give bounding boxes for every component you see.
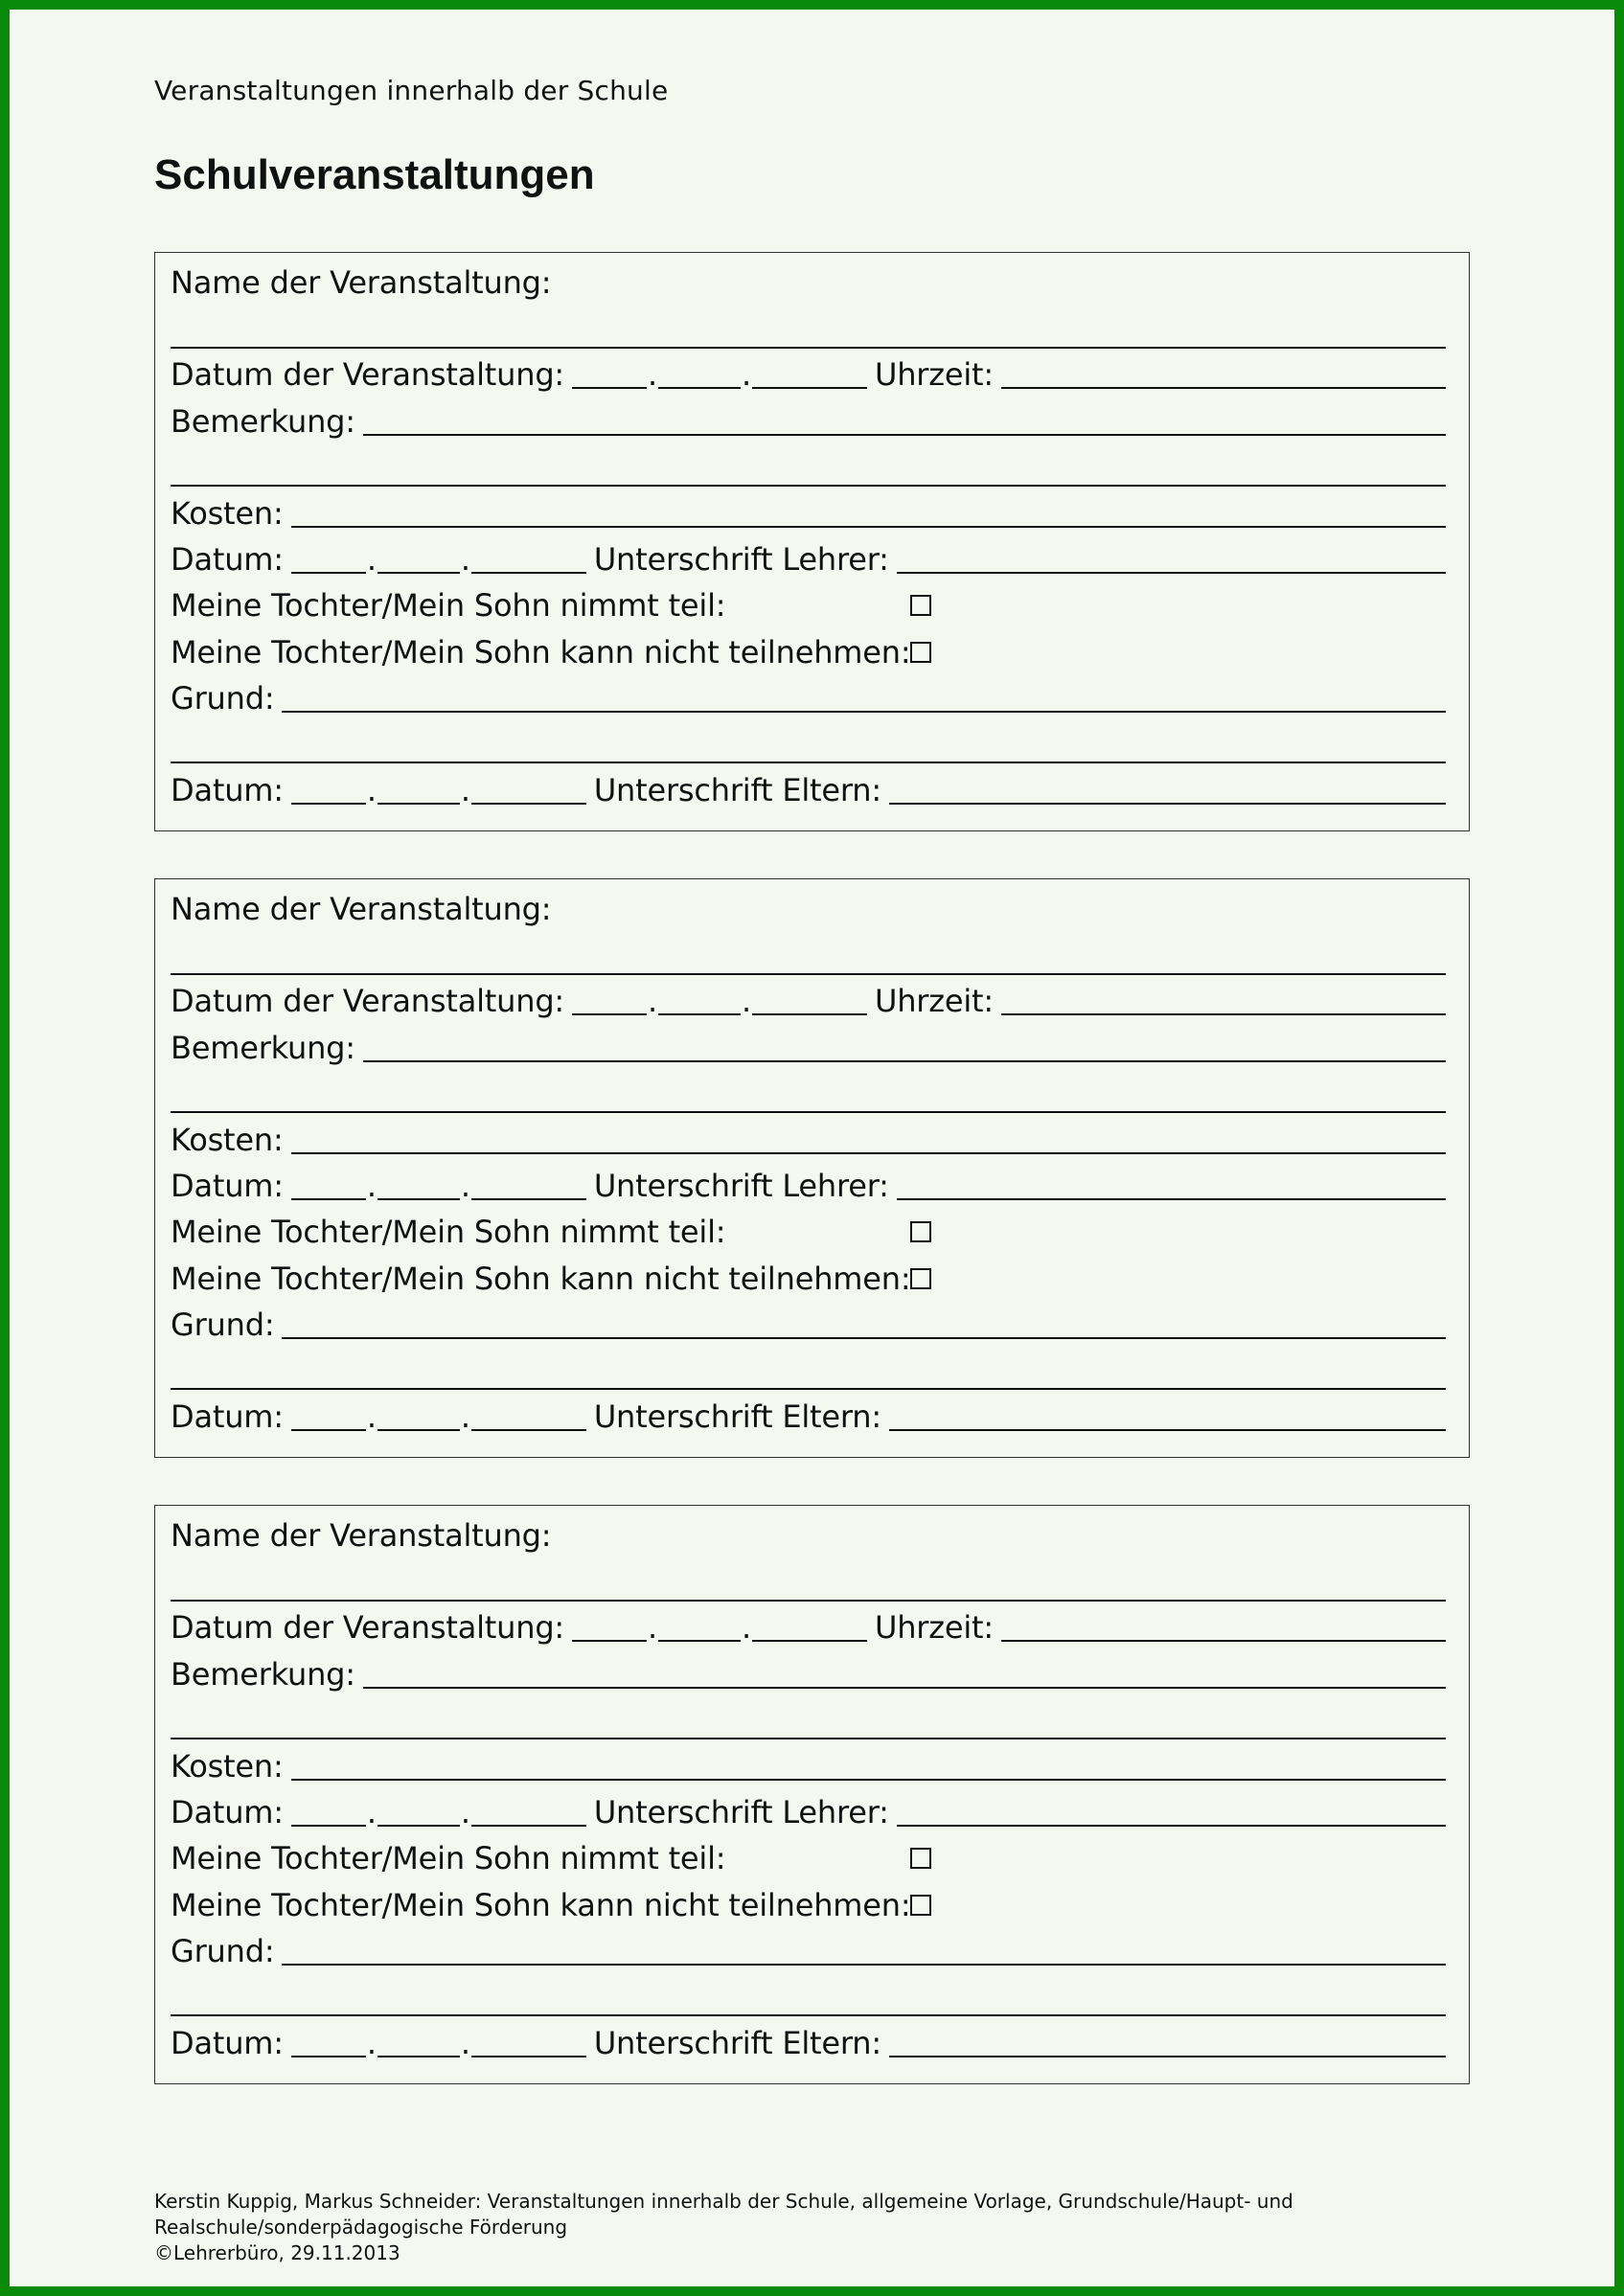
reason-row xyxy=(171,678,1446,716)
attends-checkbox[interactable] xyxy=(910,1221,931,1242)
event-date-month-line[interactable] xyxy=(658,981,741,1015)
event-name-line[interactable] xyxy=(171,973,1446,975)
teacher-sign-row xyxy=(171,1792,1446,1830)
date-separator: . xyxy=(742,983,751,1019)
date-separator: . xyxy=(460,1398,470,1435)
attends-checkbox[interactable] xyxy=(910,595,931,616)
date-day-line[interactable] xyxy=(291,1166,366,1200)
reason-line[interactable] xyxy=(282,1305,1446,1339)
cost-label: Kosten: xyxy=(171,1748,284,1785)
not-attends-row xyxy=(171,1885,1446,1923)
event-name-line[interactable] xyxy=(171,1600,1446,1602)
remark-line-2[interactable] xyxy=(171,485,1446,487)
time-line[interactable] xyxy=(1001,1607,1446,1642)
time-label: Uhrzeit: xyxy=(874,983,994,1019)
parent-signature-line[interactable] xyxy=(889,1397,1446,1431)
remark-row xyxy=(171,1654,1446,1693)
parent-sign-row xyxy=(171,1397,1446,1435)
date-day-line[interactable] xyxy=(291,770,366,805)
parent-signature-label: Unterschrift Eltern: xyxy=(593,772,881,808)
teacher-signature-label: Unterschrift Lehrer: xyxy=(593,1794,889,1830)
attends-row xyxy=(171,585,1446,624)
parent-signature-label: Unterschrift Eltern: xyxy=(593,1398,881,1435)
event-date-year-line[interactable] xyxy=(752,981,867,1015)
cost-label: Kosten: xyxy=(171,1122,284,1158)
remark-line[interactable] xyxy=(363,401,1446,436)
date-month-line[interactable] xyxy=(377,2023,460,2057)
event-name-label: Name der Veranstaltung: xyxy=(171,891,552,927)
date-separator: . xyxy=(648,1609,657,1646)
event-name-row xyxy=(171,889,1446,927)
date-year-line[interactable] xyxy=(471,1166,586,1200)
attends-checkbox[interactable] xyxy=(910,1848,931,1869)
time-label: Uhrzeit: xyxy=(874,356,994,393)
parent-signature-line[interactable] xyxy=(889,770,1446,805)
reason-label: Grund: xyxy=(171,680,275,716)
remark-line-2[interactable] xyxy=(171,1738,1446,1739)
remark-line[interactable] xyxy=(363,1028,1446,1062)
date-separator: . xyxy=(366,541,377,578)
parent-signature-line[interactable] xyxy=(889,2023,1446,2057)
date-label: Datum: xyxy=(171,1794,284,1830)
teacher-signature-label: Unterschrift Lehrer: xyxy=(593,1168,889,1204)
remark-label: Bemerkung: xyxy=(171,1656,355,1693)
not-attends-row xyxy=(171,1259,1446,1297)
footer-line-2: Realschule/sonderpädagogische Förderung xyxy=(154,2216,568,2239)
date-separator: . xyxy=(366,1794,377,1830)
page-title: Schulveranstaltungen xyxy=(154,151,595,198)
teacher-signature-line[interactable] xyxy=(897,1792,1446,1827)
event-date-row xyxy=(171,1607,1446,1646)
reason-line[interactable] xyxy=(282,1931,1446,1966)
not-attends-checkbox[interactable] xyxy=(910,1268,931,1289)
event-form-card xyxy=(154,1505,1470,2084)
date-year-line[interactable] xyxy=(471,2023,586,2057)
attends-row xyxy=(171,1212,1446,1250)
date-separator: . xyxy=(460,2025,470,2061)
attends-label: Meine Tochter/Mein Sohn nimmt teil: xyxy=(171,1840,726,1876)
event-date-label: Datum der Veranstaltung: xyxy=(171,1609,565,1646)
cost-line[interactable] xyxy=(291,1746,1446,1781)
not-attends-label: Meine Tochter/Mein Sohn kann nicht teilnehmen: xyxy=(171,634,911,671)
event-date-year-line[interactable] xyxy=(752,354,867,389)
date-separator: . xyxy=(366,1398,377,1435)
cost-label: Kosten: xyxy=(171,495,284,532)
remark-row xyxy=(171,401,1446,440)
date-label: Datum: xyxy=(171,1168,284,1204)
date-month-line[interactable] xyxy=(377,770,460,805)
event-name-label: Name der Veranstaltung: xyxy=(171,1517,552,1554)
date-label: Datum: xyxy=(171,1398,284,1435)
date-separator: . xyxy=(460,1168,470,1204)
parent-signature-label: Unterschrift Eltern: xyxy=(593,2025,881,2061)
time-line[interactable] xyxy=(1001,981,1446,1015)
footer-line-1: Kerstin Kuppig, Markus Schneider: Veranstaltungen innerhalb der Schule, allgemeine Vorlage, Grundschule/Haupt- und xyxy=(154,2190,1293,2213)
teacher-sign-row xyxy=(171,539,1446,578)
event-date-label: Datum der Veranstaltung: xyxy=(171,983,565,1019)
reason-line-2[interactable] xyxy=(171,1388,1446,1390)
event-form-card xyxy=(154,878,1470,1458)
date-day-line[interactable] xyxy=(291,2023,366,2057)
event-name-row xyxy=(171,262,1446,301)
date-year-line[interactable] xyxy=(471,770,586,805)
remark-label: Bemerkung: xyxy=(171,403,355,440)
document-subtitle: Veranstaltungen innerhalb der Schule xyxy=(154,75,669,106)
date-day-line[interactable] xyxy=(291,1792,366,1827)
attends-label: Meine Tochter/Mein Sohn nimmt teil: xyxy=(171,1214,726,1250)
date-label: Datum: xyxy=(171,772,284,808)
footer xyxy=(154,2189,1293,2266)
reason-label: Grund: xyxy=(171,1933,275,1969)
cost-row xyxy=(171,1746,1446,1785)
date-year-line[interactable] xyxy=(471,1397,586,1431)
not-attends-checkbox[interactable] xyxy=(910,1895,931,1916)
date-separator: . xyxy=(648,983,657,1019)
date-month-line[interactable] xyxy=(377,1166,460,1200)
event-date-year-line[interactable] xyxy=(752,1607,867,1642)
not-attends-label: Meine Tochter/Mein Sohn kann nicht teilnehmen: xyxy=(171,1261,911,1297)
cost-line[interactable] xyxy=(291,493,1446,528)
date-month-line[interactable] xyxy=(377,1792,460,1827)
date-separator: . xyxy=(742,356,751,393)
event-date-month-line[interactable] xyxy=(658,354,741,389)
cost-line[interactable] xyxy=(291,1120,1446,1154)
reason-line-2[interactable] xyxy=(171,762,1446,763)
event-date-row xyxy=(171,354,1446,393)
remark-line-2[interactable] xyxy=(171,1111,1446,1113)
not-attends-checkbox[interactable] xyxy=(910,642,931,663)
date-separator: . xyxy=(460,541,470,578)
cost-row xyxy=(171,493,1446,532)
footer-line-3: ©Lehrerbüro, 29.11.2013 xyxy=(154,2241,400,2264)
date-month-line[interactable] xyxy=(377,1397,460,1431)
event-date-day-line[interactable] xyxy=(572,1607,647,1642)
attends-row xyxy=(171,1838,1446,1876)
date-day-line[interactable] xyxy=(291,539,366,574)
date-label: Datum: xyxy=(171,541,284,578)
event-name-label: Name der Veranstaltung: xyxy=(171,264,552,301)
remark-label: Bemerkung: xyxy=(171,1030,355,1066)
event-date-day-line[interactable] xyxy=(572,354,647,389)
event-name-row xyxy=(171,1515,1446,1554)
date-separator: . xyxy=(366,2025,377,2061)
cost-row xyxy=(171,1120,1446,1158)
teacher-sign-row xyxy=(171,1166,1446,1204)
reason-row xyxy=(171,1931,1446,1969)
attends-label: Meine Tochter/Mein Sohn nimmt teil: xyxy=(171,587,726,624)
date-separator: . xyxy=(460,1794,470,1830)
date-year-line[interactable] xyxy=(471,1792,586,1827)
remark-line[interactable] xyxy=(363,1654,1446,1689)
date-separator: . xyxy=(366,1168,377,1204)
date-separator: . xyxy=(648,356,657,393)
time-line[interactable] xyxy=(1001,354,1446,389)
event-form-card xyxy=(154,252,1470,831)
event-name-line[interactable] xyxy=(171,347,1446,349)
event-date-row xyxy=(171,981,1446,1019)
date-month-line[interactable] xyxy=(377,539,460,574)
parent-sign-row xyxy=(171,2023,1446,2061)
time-label: Uhrzeit: xyxy=(874,1609,994,1646)
reason-label: Grund: xyxy=(171,1307,275,1343)
teacher-signature-line[interactable] xyxy=(897,1166,1446,1200)
reason-row xyxy=(171,1305,1446,1343)
date-separator: . xyxy=(366,772,377,808)
reason-line-2[interactable] xyxy=(171,2014,1446,2016)
teacher-signature-label: Unterschrift Lehrer: xyxy=(593,541,889,578)
event-date-day-line[interactable] xyxy=(572,981,647,1015)
date-separator: . xyxy=(460,772,470,808)
event-date-label: Datum der Veranstaltung: xyxy=(171,356,565,393)
date-year-line[interactable] xyxy=(471,539,586,574)
teacher-signature-line[interactable] xyxy=(897,539,1446,574)
parent-sign-row xyxy=(171,770,1446,808)
date-label: Datum: xyxy=(171,2025,284,2061)
not-attends-label: Meine Tochter/Mein Sohn kann nicht teilnehmen: xyxy=(171,1887,911,1923)
not-attends-row xyxy=(171,632,1446,671)
remark-row xyxy=(171,1028,1446,1066)
event-date-month-line[interactable] xyxy=(658,1607,741,1642)
date-day-line[interactable] xyxy=(291,1397,366,1431)
date-separator: . xyxy=(742,1609,751,1646)
reason-line[interactable] xyxy=(282,678,1446,713)
